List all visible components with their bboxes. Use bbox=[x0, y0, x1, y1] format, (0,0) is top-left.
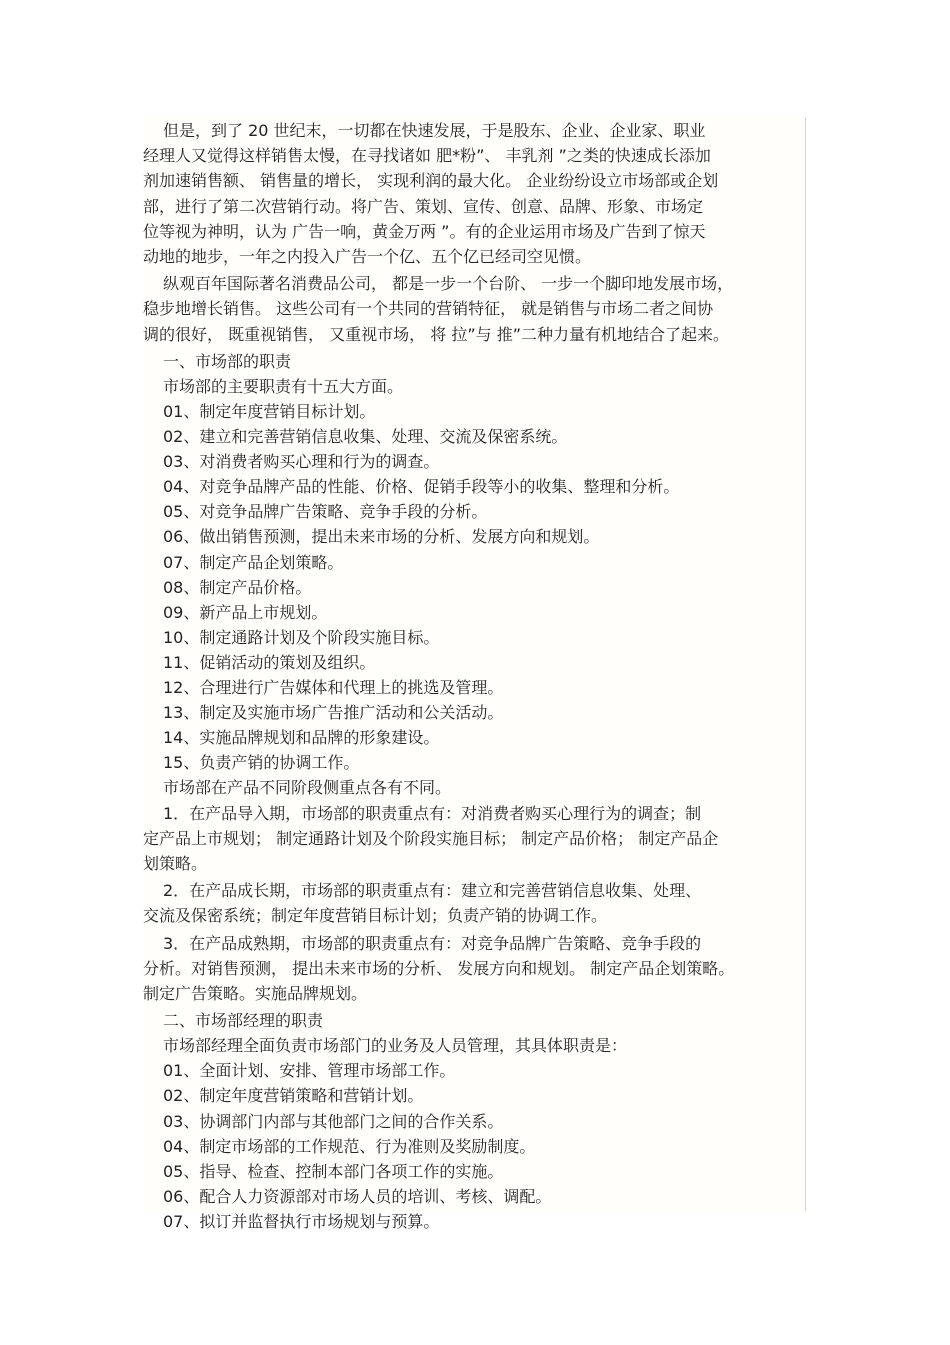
section-heading-1: 一、市场部的职责 bbox=[163, 351, 292, 371]
text-line: 位等视为神明，认为 广告一响，黄金万两 ”。有的企业运用市场及广告到了惊天 bbox=[143, 221, 706, 241]
stage-paragraph-3 bbox=[143, 931, 805, 1007]
list-item: 01、全面计划、安排、管理市场部工作。 bbox=[163, 1061, 456, 1081]
text-line: 稳步地增长销售。 这些公司有一个共同的营销特征， 就是销售与市场二者之间协 bbox=[143, 299, 714, 319]
document-body bbox=[143, 118, 805, 1234]
text-line: 动地的地步，一年之内投入广告一个亿、五个亿已经司空见惯。 bbox=[143, 247, 592, 267]
text-line: 部，进行了第二次营销行动。将广告、策划、宣传、创意、品牌、形象、市场定 bbox=[143, 196, 704, 216]
text-line: 2．在产品成长期，市场部的职责重点有：建立和完善营销信息收集、处理、 bbox=[163, 881, 702, 901]
list-item: 02、制定年度营销策略和营销计划。 bbox=[163, 1086, 424, 1106]
text-line: 交流及保密系统；制定年度营销目标计划；负责产销的协调工作。 bbox=[143, 906, 608, 926]
section-heading-2: 二、市场部经理的职责 bbox=[163, 1011, 324, 1031]
text-line: 3．在产品成熟期，市场部的职责重点有：对竞争品牌广告策略、竞争手段的 bbox=[163, 933, 702, 953]
list-item: 12、合理进行广告媒体和代理上的挑选及管理。 bbox=[163, 678, 504, 698]
text-line: 划策略。 bbox=[143, 853, 208, 873]
list-item: 05、对竞争品牌广告策略、竞争手段的分析。 bbox=[163, 502, 488, 522]
text-line: 剂加速销售额、 销售量的增长， 实现利润的最大化。 企业纷纷设立市场部或企划 bbox=[143, 171, 719, 191]
list-item: 05、指导、检查、控制本部门各项工作的实施。 bbox=[163, 1161, 504, 1181]
text-line: 经理人又觉得这样销售太慢，在寻找诸如 肥*粉”、 丰乳剂 ”之类的快速成长添加 bbox=[143, 146, 711, 166]
list-item: 02、建立和完善营销信息收集、处理、交流及保密系统。 bbox=[163, 427, 568, 447]
text-line: 分析。对销售预测， 提出未来市场的分析、 发展方向和规划。 制定产品企划策略。 bbox=[143, 958, 735, 978]
list-item: 04、制定市场部的工作规范、行为准则及奖励制度。 bbox=[163, 1136, 536, 1156]
list-item: 13、制定及实施市场广告推广活动和公关活动。 bbox=[163, 703, 504, 723]
text-line: 制定广告策略。实施品牌规划。 bbox=[143, 983, 368, 1003]
section-lead: 市场部的主要职责有十五大方面。 bbox=[163, 376, 404, 396]
list-item: 07、拟订并监督执行市场规划与预算。 bbox=[163, 1211, 440, 1231]
list-item: 03、对消费者购买心理和行为的调查。 bbox=[163, 452, 440, 472]
stage-lead: 市场部在产品不同阶段侧重点各有不同。 bbox=[163, 778, 452, 798]
list-item: 14、实施品牌规划和品牌的形象建设。 bbox=[163, 728, 440, 748]
section-lead: 市场部经理全面负责市场部门的业务及人员管理，其具体职责是： bbox=[163, 1036, 628, 1056]
list-item: 10、制定通路计划及个阶段实施目标。 bbox=[163, 627, 440, 647]
list-item: 03、协调部门内部与其他部门之间的合作关系。 bbox=[163, 1111, 504, 1131]
text-line: 纵观百年国际著名消费品公司， 都是一步一个台阶、 一步一个脚印地发展市场， bbox=[163, 274, 734, 294]
text-line: 1．在产品导入期，市场部的职责重点有：对消费者购买心理行为的调查；制 bbox=[163, 803, 702, 823]
list-item: 11、促销活动的策划及组织。 bbox=[163, 652, 376, 672]
list-item: 04、对竞争品牌产品的性能、价格、促销手段等小的收集、整理和分析。 bbox=[163, 477, 680, 497]
list-item: 15、负责产销的协调工作。 bbox=[163, 753, 360, 773]
list-item: 06、做出销售预测，提出未来市场的分析、发展方向和规划。 bbox=[163, 527, 600, 547]
text-line: 定产品上市规划； 制定通路计划及个阶段实施目标； 制定产品价格； 制定产品企 bbox=[143, 828, 719, 848]
stage-paragraph-1 bbox=[143, 801, 805, 877]
list-item: 06、配合人力资源部对市场人员的培训、考核、调配。 bbox=[163, 1186, 552, 1206]
list-item: 01、制定年度营销目标计划。 bbox=[163, 402, 376, 422]
list-item: 07、制定产品企划策略。 bbox=[163, 552, 344, 572]
stage-paragraph-2 bbox=[143, 878, 805, 928]
text-line: 但是，到了 20 世纪末，一切都在快速发展，于是股东、企业、企业家、职业 bbox=[163, 121, 706, 140]
intro-paragraph-2 bbox=[143, 271, 805, 347]
text-line: 调的很好， 既重视销售， 又重视市场， 将 拉”与 推”二种力量有机地结合了起来。 bbox=[143, 324, 730, 344]
list-item: 08、制定产品价格。 bbox=[163, 577, 312, 597]
intro-paragraph-1 bbox=[143, 118, 805, 269]
list-item: 09、新产品上市规划。 bbox=[163, 602, 328, 622]
